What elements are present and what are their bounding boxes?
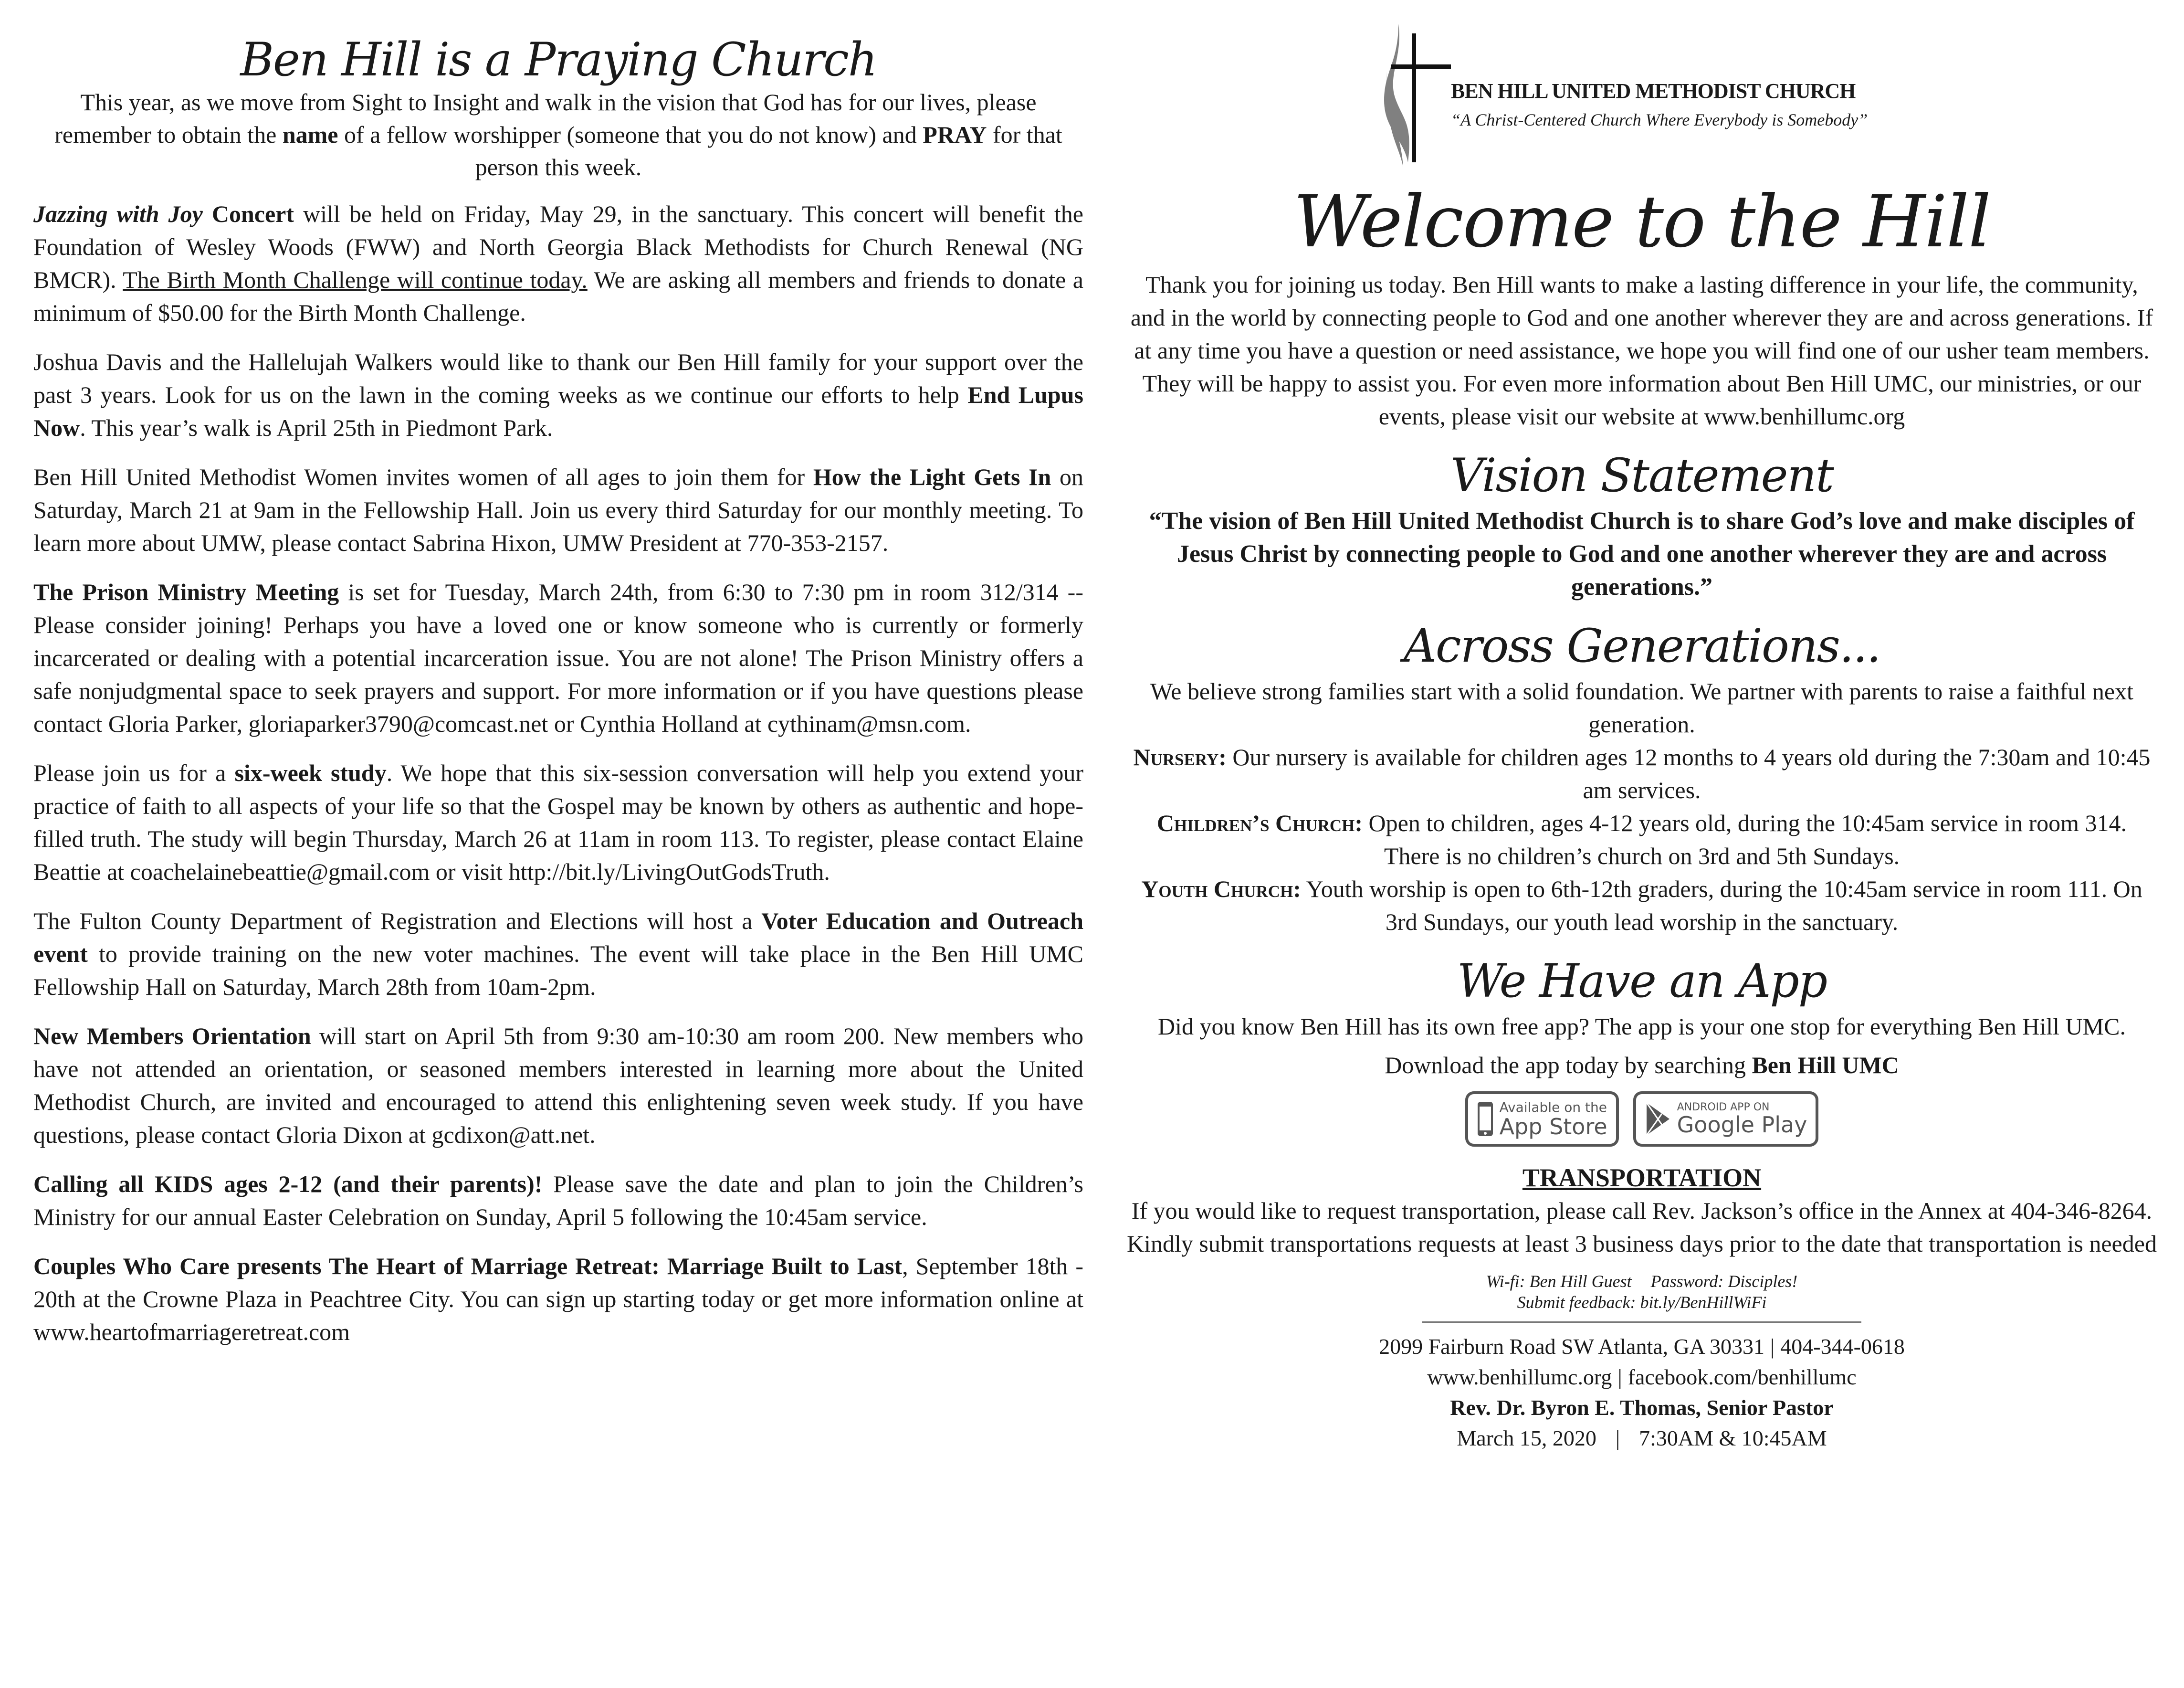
wifi-info	[1126, 1271, 2157, 1313]
address-line: 2099 Fairburn Road SW Atlanta, GA 30331 | 404-344-0618	[1379, 1334, 1905, 1359]
generations-intro: We believe strong families start with a solid foundation. We partner with parents to raise a faithful next generation.	[1150, 678, 2133, 738]
across-generations-title: Across Generations...	[1403, 619, 1880, 673]
google-play-badge[interactable]	[1633, 1091, 1819, 1147]
website-link[interactable]: www.benhillumc.org	[1427, 1365, 1612, 1389]
divider	[1422, 1321, 1861, 1323]
wifi-password: Password: Disciples!	[1650, 1272, 1798, 1291]
announcement-umw: Ben Hill United Methodist Women invites women of all ages to join them for How the Light Gets In on Saturday, March 21 at 9am in the Fellowship Hall. Join us every third Saturday for our monthly meeting. To learn more about UMW, please contact Sabrina Hixon, UMW President at 770-353-2157.	[33, 464, 1084, 556]
bulletin-date: March 15, 2020	[1457, 1426, 1596, 1450]
download-instructions: Download the app today by searching Ben Hill UMC	[1385, 1052, 1899, 1078]
app-badges	[1126, 1091, 2157, 1147]
welcome-title: Welcome to the Hill	[1293, 180, 1991, 264]
right-column	[1126, 19, 2157, 1454]
announcement-voter-education: The Fulton County Department of Registration and Elections will host a Voter Education and Outreach event to provide training on the new voter machines. The event will take place in the Ben Hill UMC Fellowship Hall on Saturday, March 28th from 10am-2pm.	[33, 907, 1084, 1000]
cross-horizontal	[1391, 64, 1451, 69]
praying-church-intro: This year, as we move from Sight to Insight and walk in the vision that God has for our lives, please remember to obtain the name of a fellow worshipper (someone that you do not know) and PRAY for that person this week.	[54, 89, 1062, 180]
birth-month-challenge-note: The Birth Month Challenge will continue today.	[123, 266, 588, 293]
transportation-text: If you would like to request transportation, please call Rev. Jackson’s office in the Annex at 404-346-8264. Kindly submit transportations requests at least 3 business days prior to the date that transportation is needed	[1127, 1197, 2157, 1257]
nursery-info: Nursery: Our nursery is available for children ages 12 months to 4 years old during the 7:30am and 10:45 am services.	[1133, 744, 2151, 803]
app-store-small-text: Available on the	[1499, 1099, 1607, 1115]
church-tagline: “A Christ-Centered Church Where Everybody is Somebody”	[1451, 110, 1868, 129]
cross-and-flame-icon	[1384, 19, 1451, 172]
vision-statement-text: “The vision of Ben Hill United Methodist Church is to share God’s love and make disciples of Jesus Christ by connecting people to God and one another wherever they are and across generations.”	[1149, 507, 2135, 601]
announcement-jazz-concert: Jazzing with Joy Concert will be held on Friday, May 29, in the sanctuary. This concert will benefit the Foundation of Wesley Woods (FWW) and North Georgia Black Methodists for Church Renewal (NG BMCR). The Birth Month Challenge will continue today. We are asking all members and friends to donate a minimum of $50.00 for the Birth Month Challenge.	[33, 200, 1084, 326]
announcement-six-week-study: Please join us for a six-week study. We hope that this six-session conversation will help you extend your practice of faith to all aspects of your life so that the Gospel may be known by others as authentic and hope-filled truth. The study will begin Thursday, March 26 at 11am in room 113. To register, please contact Elaine Beattie at coachelainebeattie@gmail.com or visit http://bit.ly/LivingOutGodsTruth.	[33, 760, 1084, 885]
wifi-feedback: Submit feedback: bit.ly/BenHillWiFi	[1517, 1293, 1767, 1312]
pastor-line	[1126, 1393, 2157, 1423]
childrens-church-info: Children’s Church: Open to children, ages 4-12 years old, during the 10:45am service in room 314. There is no children’s church on 3rd and 5th Sundays.	[1156, 810, 2127, 869]
date-line: March 15, 2020 | 7:30AM & 10:45AM	[1457, 1426, 1827, 1450]
announcement-new-members-orientation: New Members Orientation will start on April 5th from 9:30 am-10:30 am room 200. New members who have not attended an orientation, or seasoned members interested in learning more about the United Methodist Church, are invited and encouraged to attend this enlightening seven week study. If you have questions, please contact Gloria Dixon at gcdixon@att.net.	[33, 1023, 1083, 1148]
google-play-small-text: ANDROID APP ON	[1677, 1101, 1770, 1113]
app-text: Did you know Ben Hill has its own free app? The app is your one stop for everything Ben Hill UMC.	[1158, 1013, 2126, 1040]
vision-statement-title: Vision Statement	[1450, 449, 1833, 502]
announcement-marriage-retreat: Couples Who Care presents The Heart of Marriage Retreat: Marriage Built to Last, September 18th - 20th at the Crowne Plaza in Peachtree City. You can sign up starting today or get more information online at www.heartofmarriageretreat.com	[33, 1253, 1083, 1345]
announcement-prison-ministry: The Prison Ministry Meeting is set for Tuesday, March 24th, from 6:30 to 7:30 pm in room 312/314 -- Please consider joining! Perhaps you have a loved one or know someone who is currently or formerly incarcerated or dealing with a potential incarceration issue. You are not alone! The Prison Ministry offers a safe nonjudgmental space to seek prayers and support. For more information or if you have questions please contact Gloria Parker, gloriaparker3790@comcast.net or Cynthia Holland at cythinam@msn.com.	[33, 579, 1083, 737]
childrens-church-label: Children’s Church:	[1156, 810, 1363, 836]
left-column	[33, 33, 1083, 1365]
praying-church-title: Ben Hill is a Praying Church	[240, 33, 877, 86]
address: 2099 Fairburn Road SW Atlanta, GA 30331	[1379, 1334, 1765, 1359]
cross-vertical	[1412, 33, 1416, 162]
youth-church-label: Youth Church:	[1141, 876, 1301, 902]
phone: 404-344-0618	[1780, 1334, 1905, 1359]
nursery-label: Nursery:	[1133, 744, 1227, 770]
transportation-title: TRANSPORTATION	[1522, 1163, 1762, 1192]
app-title: We Have an App	[1457, 954, 1827, 1008]
announcement-kids-easter: Calling all KIDS ages 2-12 (and their parents)! Please save the date and plan to join the Children’s Ministry for our annual Easter Celebration on Sunday, April 5 following the 10:45am service.	[33, 1171, 1083, 1230]
youth-church-info: Youth Church: Youth worship is open to 6th-12th graders, during the 10:45am service in room 111. On 3rd Sundays, our youth lead worship in the sanctuary.	[1141, 876, 2142, 935]
church-name: BEN HILL UNITED METHODIST CHURCH	[1451, 79, 1856, 103]
senior-pastor: Rev. Dr. Byron E. Thomas, Senior Pastor	[1450, 1395, 1834, 1420]
church-logo	[1126, 19, 2157, 181]
play-triangle-icon	[1645, 1101, 1671, 1137]
welcome-text: Thank you for joining us today. Ben Hill wants to make a lasting difference in your life, the community, and in the world by connecting people to God and one another wherever they are and across generations. If at any time you have a question or need assistance, we hope you will find one of our usher team members. They will be happy to assist you. For even more information about Ben Hill UMC, our ministries, or our events, please visit our website at www.benhillumc.org	[1130, 271, 2153, 430]
announcement-hallelujah-walkers: Joshua Davis and the Hallelujah Walkers would like to thank our Ben Hill family for your support over the past 3 years. Look for us on the lawn in the coming weeks as we continue our efforts to help End Lupus Now. This year’s walk is April 25th in Piedmont Park.	[33, 348, 1083, 441]
smartphone-icon	[1477, 1101, 1494, 1137]
google-play-big-text: Google Play	[1677, 1112, 1807, 1138]
app-store-badge[interactable]	[1465, 1091, 1619, 1147]
web-line: www.benhillumc.org | facebook.com/benhillumc	[1427, 1365, 1857, 1389]
wifi-network: Wi-fi: Ben Hill Guest	[1486, 1272, 1632, 1291]
facebook-link[interactable]: facebook.com/benhillumc	[1628, 1365, 1857, 1389]
app-store-big-text: App Store	[1499, 1114, 1607, 1139]
service-times: 7:30AM & 10:45AM	[1639, 1426, 1827, 1450]
